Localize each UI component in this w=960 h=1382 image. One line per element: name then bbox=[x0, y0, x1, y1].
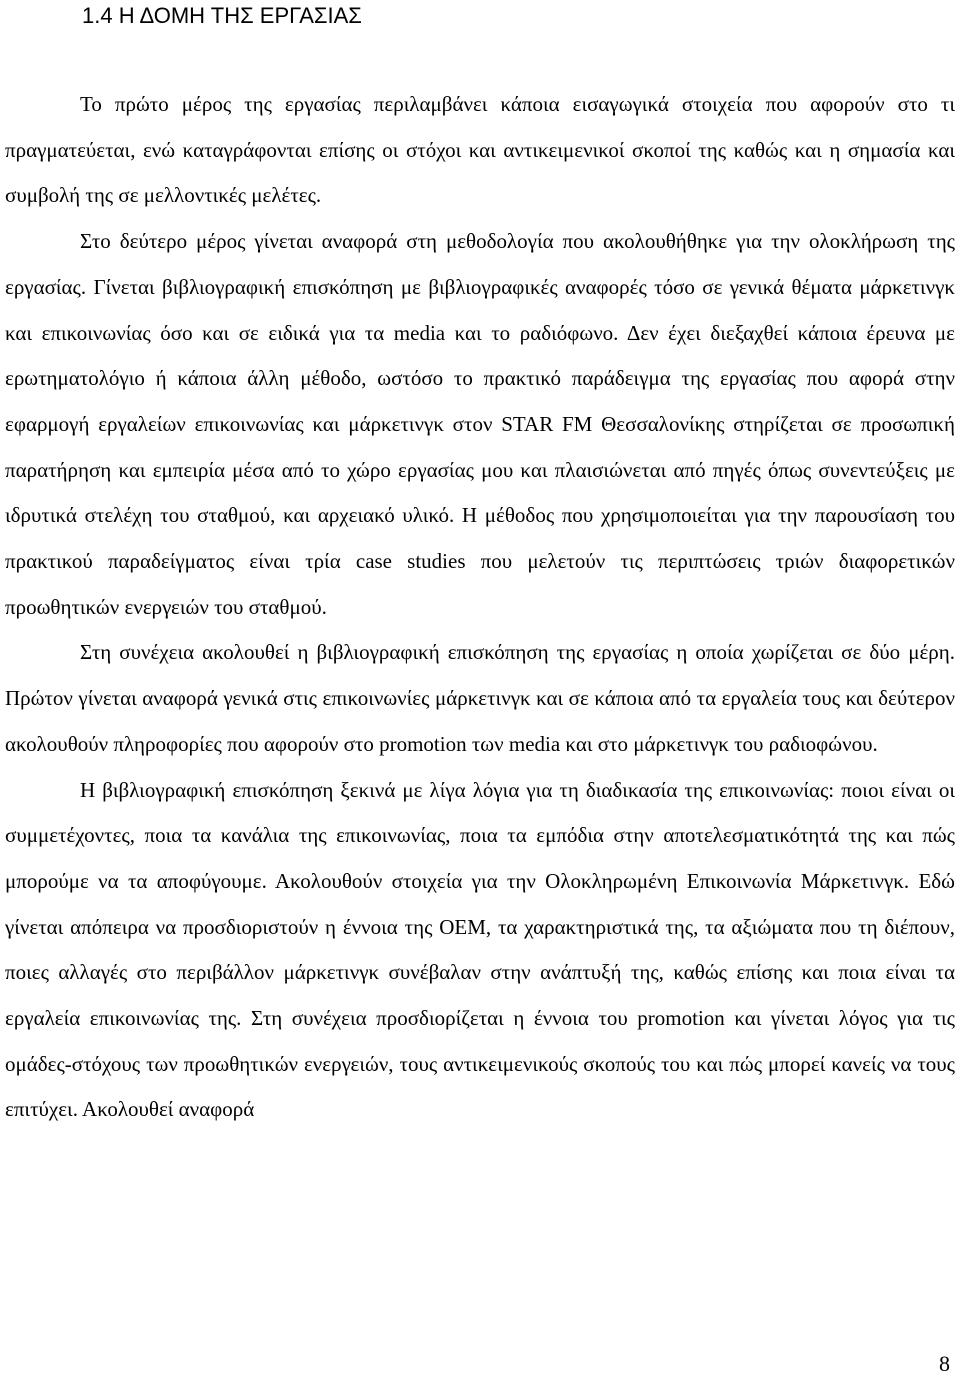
paragraph-review-detail: Η βιβλιογραφική επισκόπηση ξεκινά με λίγα λόγια για τη διαδικασία της επικοινωνίας: ποιοι είναι οι συμμετέχοντες, ποια τα κανάλια της επικοινωνίας, ποια τα εμπόδια στην αποτελεσματικότητά της και πώς μπορούμε να τα αποφύγουμε. Ακολουθούν στοιχεία για την Ολοκληρωμένη Επικοινωνία Μάρκετινγκ. Εδώ γίνεται απόπειρα να προσδιοριστούν η έννοια της ΟΕΜ, τα χαρακτηριστικά της, τα αξιώματα που τη διέπουν, ποιες αλλαγές στο περιβάλλον μάρκετινγκ συνέβαλαν στην ανάπτυξή της, καθώς επίσης και ποια είναι τα εργαλεία επικοινωνίας της. Στη συνέχεια προσδιορίζεται η έννοια του promotion και γίνεται λόγος για τις ομάδες-στόχους των προωθητικών ενεργειών, τους αντικειμενικούς σκοπούς του και πώς μπορεί κανείς να τους επιτύχει. Ακολουθεί αναφορά bbox=[5, 777, 955, 1122]
page-number: 8 bbox=[939, 1351, 950, 1376]
paragraph-intro: Το πρώτο μέρος της εργασίας περιλαμβάνει κάποια εισαγωγικά στοιχεία που αφορούν στο τι πραγματεύεται, ενώ καταγράφονται επίσης οι στόχοι και αντικειμενικοί σκοποί της καθώς και η σημασία και συμβολή της σε μελλοντικές μελέτες. bbox=[5, 92, 955, 208]
body-text bbox=[5, 82, 955, 1133]
section-heading: 1.4 Η ΔΟΜΗ ΤΗΣ ΕΡΓΑΣΙΑΣ bbox=[82, 3, 362, 28]
paragraph-methodology: Στο δεύτερο μέρος γίνεται αναφορά στη μεθοδολογία που ακολουθήθηκε για την ολοκλήρωση της εργασίας. Γίνεται βιβλιογραφική επισκόπηση με βιβλιογραφικές αναφορές τόσο σε γενικά θέματα μάρκετινγκ και επικοινωνίας όσο και σε ειδικά για τα media και το ραδιόφωνο. Δεν έχει διεξαχθεί κάποια έρευνα με ερωτηματολόγιο ή κάποια άλλη μέθοδο, ωστόσο το πρακτικό παράδειγμα της εργασίας που αφορά στην εφαρμογή εργαλείων επικοινωνίας και μάρκετινγκ στον STAR FM Θεσσαλονίκης στηρίζεται σε προσωπική παρατήρηση και εμπειρία μέσα από το χώρο εργασίας μου και πλαισιώνεται από πηγές όπως συνεντεύξεις με ιδρυτικά στελέχη του σταθμού, και αρχειακό υλικό. Η μέθοδος που χρησιμοποιείται για την παρουσίαση του πρακτικού παραδείγματος είναι τρία case studies που μελετούν τις περιπτώσεις τριών διαφορετικών προωθητικών ενεργειών του σταθμού. bbox=[5, 229, 955, 619]
paragraph-review-outline: Στη συνέχεια ακολουθεί η βιβλιογραφική επισκόπηση της εργασίας η οποία χωρίζεται σε δύο μέρη. Πρώτον γίνεται αναφορά γενικά στις επικοινωνίες μάρκετινγκ και σε κάποια από τα εργαλεία τους και δεύτερον ακολουθούν πληροφορίες που αφορούν στο promotion των media και στο μάρκετινγκ του ραδιοφώνου. bbox=[5, 640, 955, 756]
